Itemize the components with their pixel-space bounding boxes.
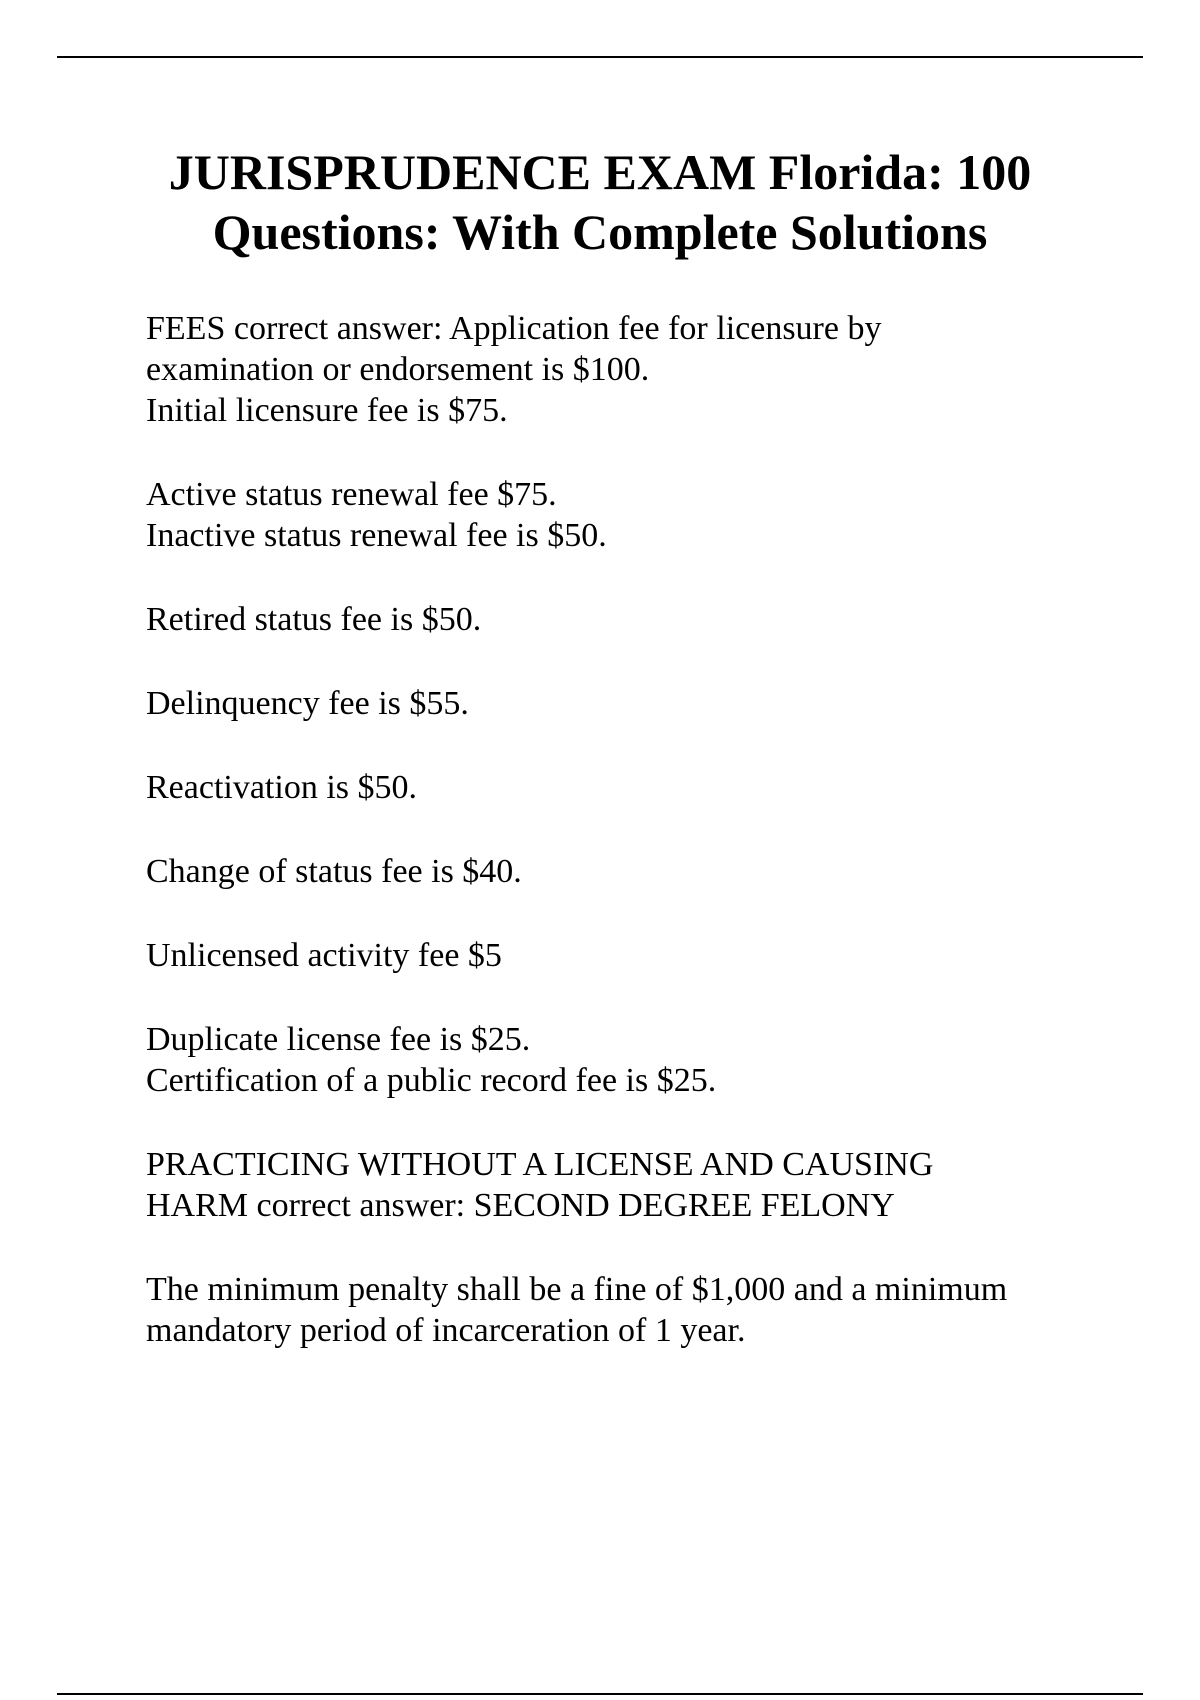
text-line: Inactive status renewal fee is $50.: [146, 517, 607, 554]
document-title: [100, 142, 1100, 262]
paragraph-practicing-without-license: [146, 1144, 1126, 1226]
header-rule: [57, 56, 1143, 58]
paragraph-fees: [146, 308, 1126, 431]
text-line: Active status renewal fee $75.: [146, 476, 557, 513]
text-line: Delinquency fee is $55.: [146, 685, 469, 722]
paragraph-delinquency-fee: [146, 683, 1126, 724]
paragraph-change-of-status-fee: [146, 851, 1126, 892]
text-line: HARM correct answer: SECOND DEGREE FELONY: [146, 1187, 895, 1224]
text-line: FEES correct answer: Application fee for licensure by: [146, 310, 882, 347]
paragraph-duplicate-license-fee: [146, 1019, 1126, 1101]
text-line: Certification of a public record fee is $25.: [146, 1062, 717, 1099]
text-line: Initial licensure fee is $75.: [146, 392, 508, 429]
text-line: Change of status fee is $40.: [146, 853, 522, 890]
paragraph-minimum-penalty: [146, 1269, 1126, 1351]
paragraph-renewal-fees: [146, 474, 1126, 556]
footer-rule: [57, 1693, 1143, 1695]
paragraph-unlicensed-activity-fee: [146, 935, 1126, 976]
title-line: JURISPRUDENCE EXAM Florida: 100: [168, 144, 1032, 200]
text-line: PRACTICING WITHOUT A LICENSE AND CAUSING: [146, 1146, 934, 1183]
text-line: Retired status fee is $50.: [146, 601, 482, 638]
paragraph-reactivation-fee: [146, 767, 1126, 808]
text-line: examination or endorsement is $100.: [146, 351, 650, 388]
text-line: Reactivation is $50.: [146, 769, 418, 806]
document-body: [146, 308, 1126, 1394]
title-line: Questions: With Complete Solutions: [212, 204, 988, 260]
text-line: Unlicensed activity fee $5: [146, 937, 502, 974]
text-line: Duplicate license fee is $25.: [146, 1021, 531, 1058]
text-line: The minimum penalty shall be a fine of $1,000 and a minimum: [146, 1271, 1008, 1308]
text-line: mandatory period of incarceration of 1 year.: [146, 1312, 746, 1349]
paragraph-retired-fee: [146, 599, 1126, 640]
